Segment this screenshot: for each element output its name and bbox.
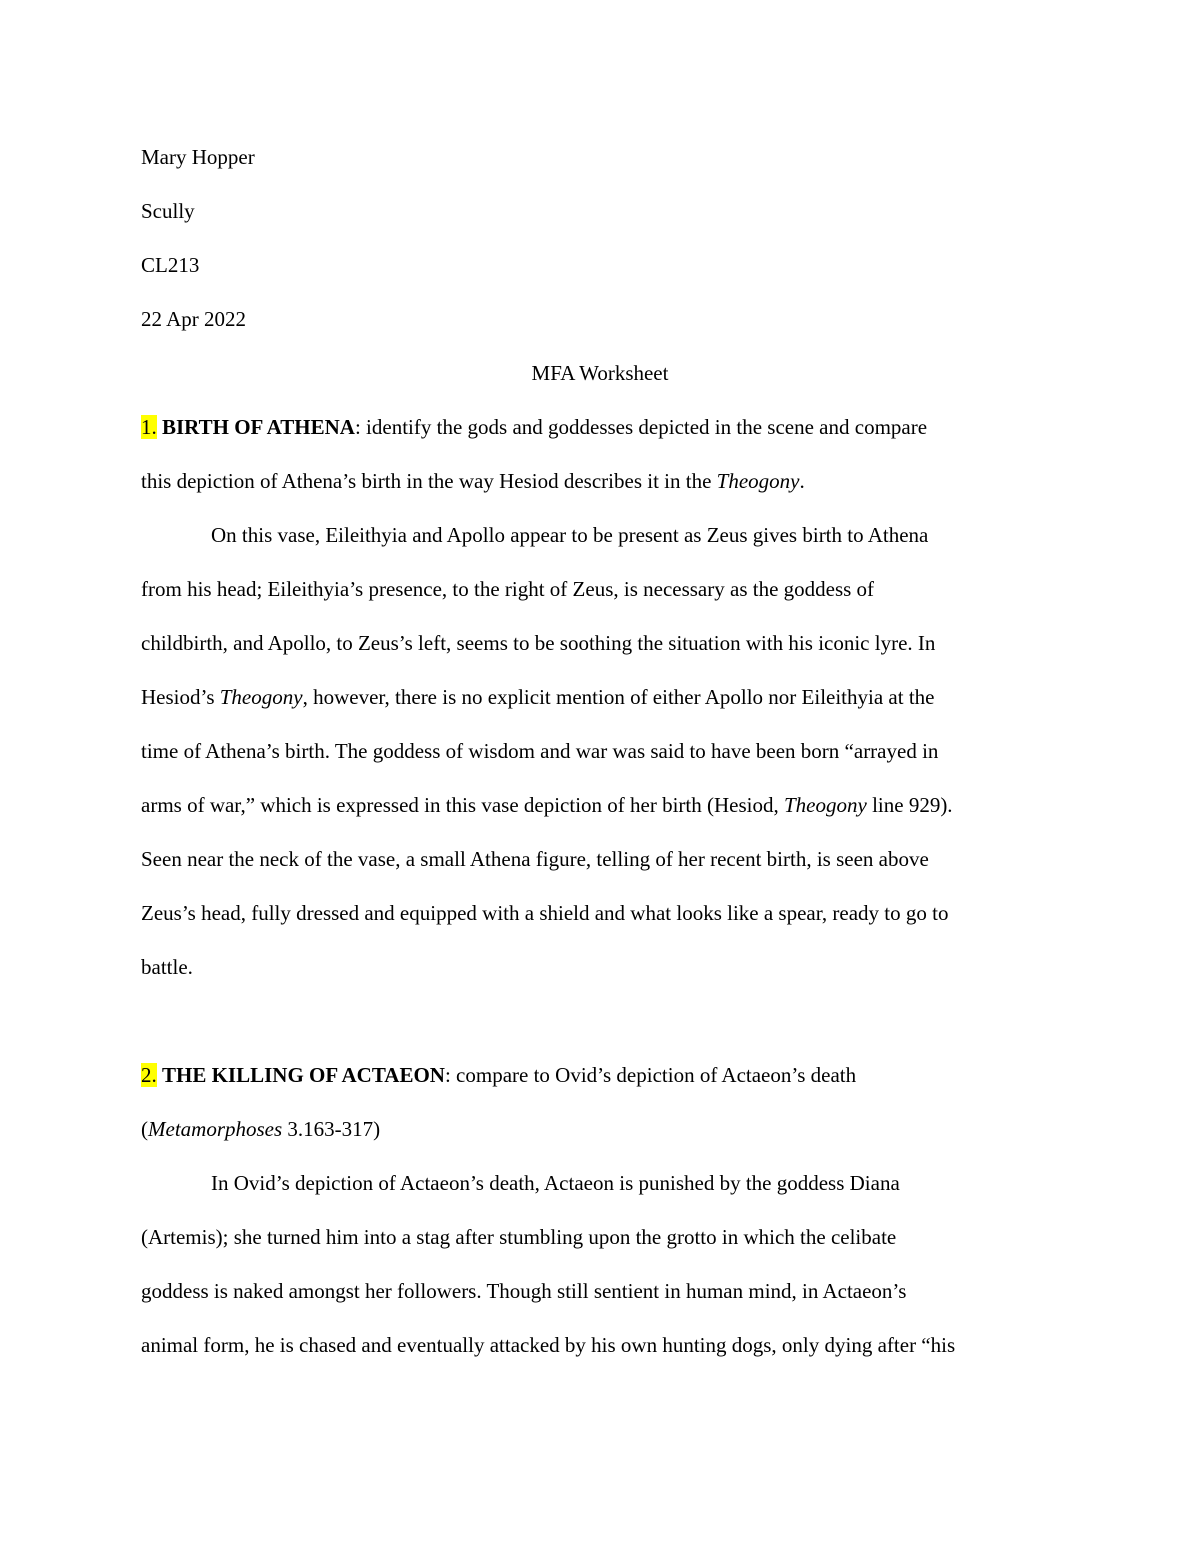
- document-title: MFA Worksheet: [531, 361, 669, 385]
- q1-prompt-end: .: [799, 469, 805, 493]
- q1-answer-line-8: Zeus’s head, fully dressed and equipped with a shield and what looks like a spear, ready to go to: [141, 901, 949, 925]
- q2-prompt-work-title: Metamorphoses: [148, 1117, 283, 1141]
- q1-number-highlight: 1.: [141, 415, 157, 439]
- author-name: Mary Hopper: [141, 145, 255, 169]
- q2-prompt-open-paren: (: [141, 1117, 148, 1141]
- q2-prompt-line-2: [141, 1115, 380, 1143]
- q1-prompt-work-title: Theogony: [716, 469, 800, 493]
- q2-answer-line-1: In Ovid’s depiction of Actaeon’s death, Actaeon is punished by the goddess Diana: [211, 1171, 900, 1195]
- q1-answer-line-9: battle.: [141, 955, 193, 979]
- instructor-name: Scully: [141, 199, 195, 223]
- q1-prompt-text-b: this depiction of Athena’s birth in the way Hesiod describes it in the: [141, 469, 717, 493]
- q1-prompt-text-a: : identify the gods and goddesses depicted in the scene and compare: [354, 415, 928, 439]
- q1-answer-line-4-b: , however, there is no explicit mention of either Apollo nor Eileithyia at the: [302, 685, 935, 709]
- q2-answer-line-4: animal form, he is chased and eventually attacked by his own hunting dogs, only dying after “his: [141, 1333, 956, 1357]
- q1-answer-line-7: Seen near the neck of the vase, a small Athena figure, telling of her recent birth, is seen above: [141, 847, 929, 871]
- q2-heading: THE KILLING OF ACTAEON: [162, 1063, 445, 1087]
- q1-answer-line-2: from his head; Eileithyia’s presence, to the right of Zeus, is necessary as the goddess of: [141, 577, 875, 601]
- q1-answer-work-title-1: Theogony: [219, 685, 303, 709]
- q1-prompt-line-1: [141, 413, 927, 441]
- q2-answer-line-2: (Artemis); she turned him into a stag after stumbling upon the grotto in which the celibate: [141, 1225, 897, 1249]
- q1-answer-line-4: [141, 683, 935, 711]
- q1-prompt-line-2: [141, 467, 805, 495]
- q1-answer-line-5: time of Athena’s birth. The goddess of wisdom and war was said to have been born “arrayed in: [141, 739, 939, 763]
- q1-answer-line-4-a: Hesiod’s: [141, 685, 220, 709]
- q1-answer-line-6-b: line 929).: [866, 793, 953, 817]
- q2-prompt-text-a: : compare to Ovid’s depiction of Actaeon’s death: [444, 1063, 857, 1087]
- q1-answer-line-6: [141, 791, 953, 819]
- course-code: CL213: [141, 253, 200, 277]
- q2-number-highlight: 2.: [141, 1063, 157, 1087]
- q1-answer-work-title-2: Theogony: [784, 793, 867, 817]
- q1-answer-line-6-a: arms of war,” which is expressed in this vase depiction of her birth (Hesiod,: [141, 793, 784, 817]
- q2-prompt-citation: 3.163-317): [282, 1117, 381, 1141]
- q1-heading: BIRTH OF ATHENA: [162, 415, 355, 439]
- q1-answer-line-1: On this vase, Eileithyia and Apollo appear to be present as Zeus gives birth to Athena: [211, 523, 929, 547]
- document-date: 22 Apr 2022: [141, 307, 246, 331]
- q2-answer-line-3: goddess is naked amongst her followers. Though still sentient in human mind, in Actaeon’s: [141, 1279, 907, 1303]
- q2-prompt-line-1: [141, 1061, 856, 1089]
- q1-answer-line-3: childbirth, and Apollo, to Zeus’s left, seems to be soothing the situation with his iconic lyre. In: [141, 631, 936, 655]
